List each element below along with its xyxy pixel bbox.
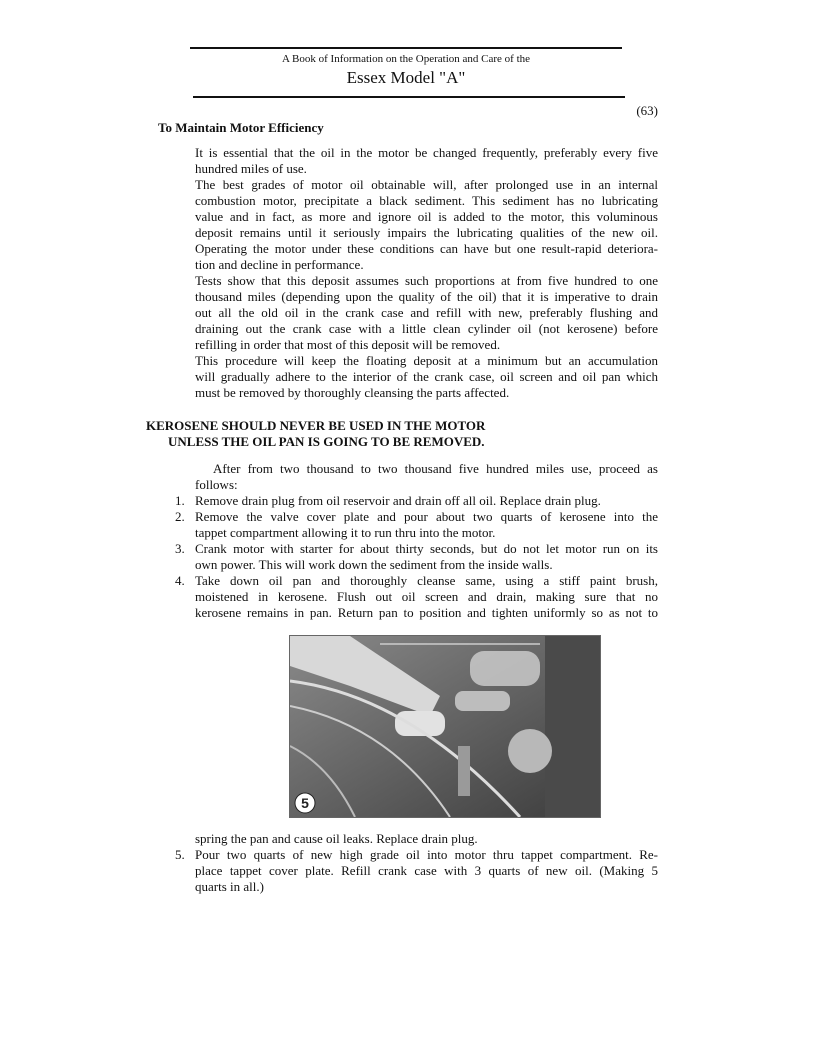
engine-photo bbox=[289, 635, 601, 818]
intro-line: After from two thousand to two thousand five hundred miles use, proceed as bbox=[213, 461, 658, 476]
page-number: (63) bbox=[636, 103, 658, 118]
header-rule-top bbox=[190, 47, 622, 49]
step-line: Remove the valve cover plate and pour about two quarts of kerosene into the bbox=[195, 509, 658, 524]
body-line: thousand miles (depending upon the quality of the oil) that it is imperative to drain bbox=[195, 289, 658, 304]
step-line: Take down oil pan and thoroughly cleanse same, using a stiff paint brush, bbox=[195, 573, 658, 588]
step-number: 1. bbox=[175, 493, 185, 508]
step-line: Pour two quarts of new high grade oil into motor thru tappet compartment. Re- bbox=[195, 847, 658, 862]
body-line: will gradually adhere to the interior of the crank case, oil screen and oil pan which bbox=[195, 369, 658, 384]
step-number: 3. bbox=[175, 541, 185, 556]
body-line: It is essential that the oil in the motor be changed frequently, preferably every five bbox=[195, 145, 658, 160]
body-line: Operating the motor under these conditions can have but one result-rapid deteriora- bbox=[195, 241, 658, 256]
body-line: value and in fact, as more and ignore oil is added to the motor, this voluminous bbox=[195, 209, 658, 224]
engine-photo-illustration bbox=[290, 636, 600, 817]
step-line: spring the pan and cause oil leaks. Replace drain plug. bbox=[195, 831, 478, 846]
intro-line: follows: bbox=[195, 477, 238, 492]
body-line: refilling in order that most of this deposit will be removed. bbox=[195, 337, 501, 352]
step-line: Remove drain plug from oil reservoir and drain off all oil. Replace drain plug. bbox=[195, 493, 601, 508]
body-line: hundred miles of use. bbox=[195, 161, 307, 176]
warning-line-1: KEROSENE SHOULD NEVER BE USED IN THE MOTOR bbox=[146, 418, 486, 433]
step-line: moistened in kerosene. Flush out oil screen and drain, making sure that no bbox=[195, 589, 658, 604]
step-number: 2. bbox=[175, 509, 185, 524]
body-line: must be removed by thoroughly cleansing the parts affected. bbox=[195, 385, 510, 400]
body-line: deposit remains until it seriously impairs the lubricating qualities of the new oil. bbox=[195, 225, 658, 240]
step-line: place tappet cover plate. Refill crank case with 3 quarts of new oil. (Making 5 bbox=[195, 863, 658, 878]
body-line: draining out the crank case with a little clean cylinder oil (not kerosene) before bbox=[195, 321, 658, 336]
figure-label: 5 bbox=[301, 795, 309, 811]
step-line: tappet compartment allowing it to run thru into the motor. bbox=[195, 525, 496, 540]
step-number: 4. bbox=[175, 573, 185, 588]
step-line: kerosene remains in pan. Return pan to position and tighten uniformly so as not to bbox=[195, 605, 658, 620]
body-line: tion and decline in performance. bbox=[195, 257, 364, 272]
header-title: Essex Model "A" bbox=[346, 68, 466, 87]
body-line: out all the old oil in the crank case and refill with new, preferably flushing and bbox=[195, 305, 658, 320]
step-line: Crank motor with starter for about thirty seconds, but do not let motor run on its bbox=[195, 541, 658, 556]
step-number: 5. bbox=[175, 847, 185, 862]
step-line: quarts in all.) bbox=[195, 879, 264, 894]
section-heading: To Maintain Motor Efficiency bbox=[158, 120, 324, 135]
body-line: The best grades of motor oil obtainable will, after prolonged use in an internal bbox=[195, 177, 658, 192]
body-line: combustion motor, precipitate a black sediment. This sediment has no lubricating bbox=[195, 193, 658, 208]
warning-line-2: UNLESS THE OIL PAN IS GOING TO BE REMOVED. bbox=[168, 434, 485, 449]
step-line: own power. This will work down the sediment from the inside walls. bbox=[195, 557, 553, 572]
header-subtitle: A Book of Information on the Operation and Care of the bbox=[281, 53, 531, 65]
body-line: This procedure will keep the floating deposit at a minimum but an accumulation bbox=[195, 353, 658, 368]
header-rule-bottom bbox=[193, 96, 625, 98]
body-line: Tests show that this deposit assumes such proportions at from five hundred to one bbox=[195, 273, 658, 288]
